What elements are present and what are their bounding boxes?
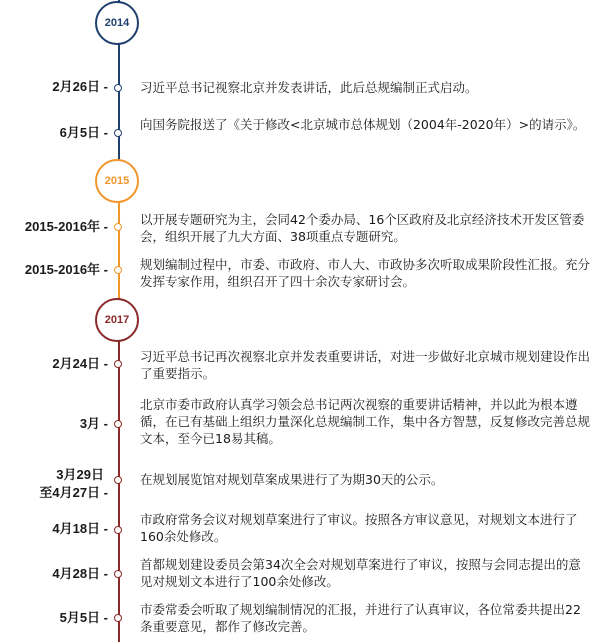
year-label: 2014 xyxy=(104,17,130,29)
event-dot xyxy=(114,420,122,428)
event-date: 6月5日 - xyxy=(59,125,108,140)
event-text: 规划编制过程中，市委、市政府、市人大、市政协多次听取成果阶段性汇报。充分发挥专家作用，组织召开了四十余次专家研讨会。 xyxy=(140,257,591,289)
event-date: 4月28日 - xyxy=(52,566,108,581)
event-text: 在规划展览馆对规划草案成果进行了为期30天的公示。 xyxy=(140,472,444,487)
event-date: 2月26日 - xyxy=(52,79,108,94)
event-date-continued: 至4月27日 - xyxy=(39,485,108,500)
event-text: 市委常委会听取了规划编制情况的汇报，并进行了认真审议，各位常委共提出22条重要意见，都作了修改完善。 xyxy=(140,602,581,634)
year-marker-2015 xyxy=(95,159,139,203)
event-dot xyxy=(114,84,122,92)
event-text: 习近平总书记再次视察北京并发表重要讲话，对进一步做好北京城市规划建设作出了重要指示。 xyxy=(140,349,591,381)
event-dot xyxy=(114,526,122,534)
event-dot xyxy=(114,266,122,274)
event-text: 北京市委市政府认真学习领会总书记两次视察的重要讲话精神，并以此为根本遵循，在已有基础上组织力量深化总规编制工作，集中各方智慧，反复修改完善总规文本，至今已18易其稿。 xyxy=(140,397,591,446)
event-date: 2015-2016年 - xyxy=(24,219,108,234)
event-dot xyxy=(114,614,122,622)
event-text: 向国务院报送了《关于修改<北京城市总体规划（2004年-2020年）>的请示》。 xyxy=(140,117,586,132)
year-marker-2014 xyxy=(95,1,139,45)
event-date: 2015-2016年 - xyxy=(24,262,108,277)
event-date: 5月5日 - xyxy=(59,610,108,625)
event-dot xyxy=(114,223,122,231)
event-date: 3月 - xyxy=(79,416,108,431)
event-text: 习近平总书记视察北京并发表讲话，此后总规编制正式启动。 xyxy=(140,80,478,95)
timeline-line-2017 xyxy=(118,298,120,642)
year-marker-2017 xyxy=(95,298,139,342)
event-dot xyxy=(114,129,122,137)
event-text: 首都规划建设委员会第34次全会对规划草案进行了审议，按照与会同志提出的意见对规划文本进行了100余处修改。 xyxy=(140,557,581,589)
event-date: 4月18日 - xyxy=(52,521,108,536)
event-dot xyxy=(114,360,122,368)
event-text: 市政府常务会议对规划草案进行了审议。按照各方审议意见，对规划文本进行了160余处修改。 xyxy=(140,512,578,544)
event-dot xyxy=(114,570,122,578)
year-label: 2015 xyxy=(104,175,130,187)
event-text: 以开展专题研究为主，会同42个委办局、16个区政府及北京经济技术开发区管委会，组织开展了九大方面、38项重点专题研究。 xyxy=(140,212,585,244)
event-date: 3月29日 xyxy=(56,467,104,482)
year-label: 2017 xyxy=(104,314,130,326)
event-dot xyxy=(114,476,122,484)
event-date: 2月24日 - xyxy=(52,356,108,371)
